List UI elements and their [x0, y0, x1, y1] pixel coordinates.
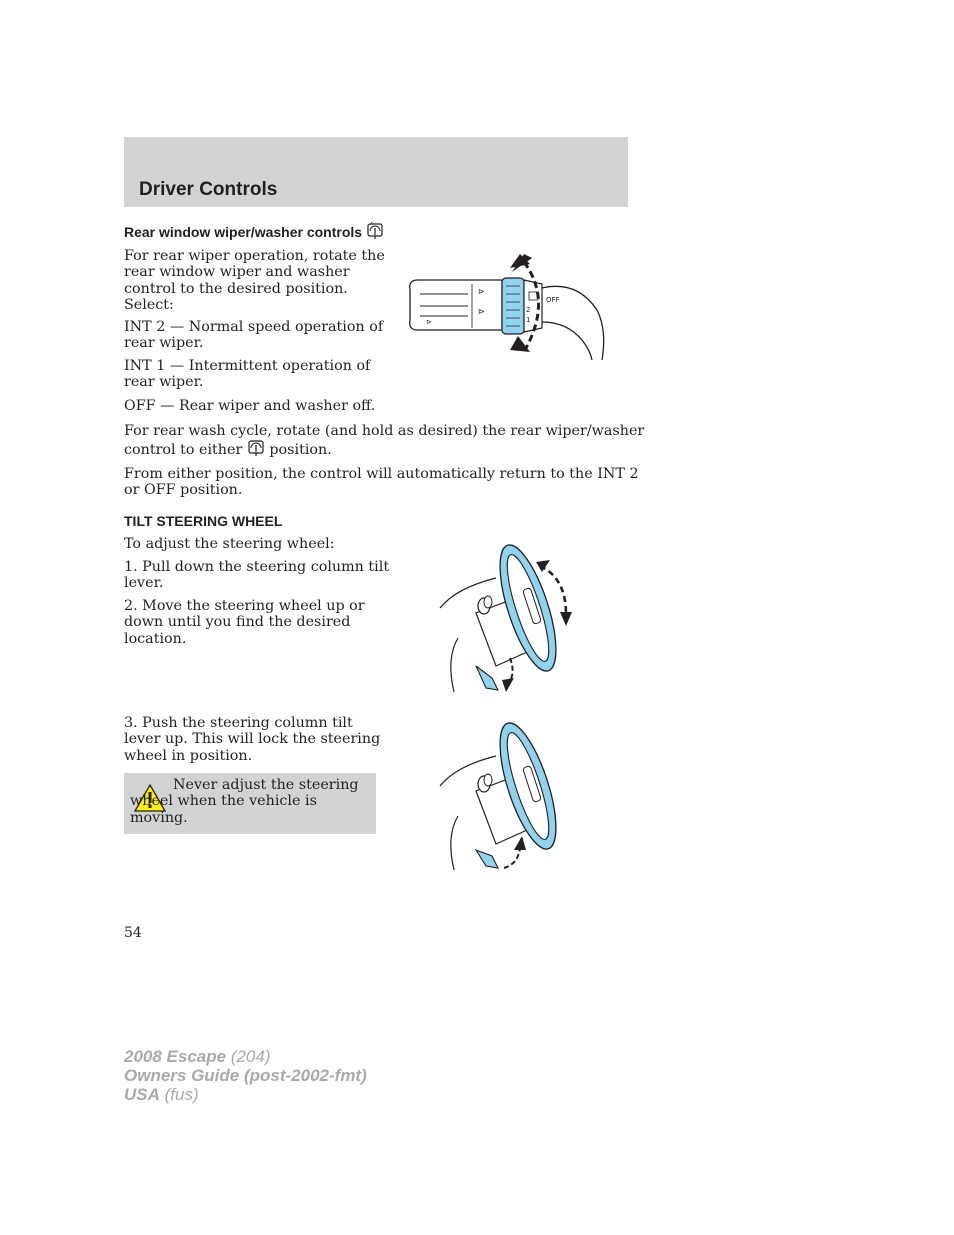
text-line: rear wiper. — [124, 374, 204, 391]
svg-text:⊳: ⊳ — [426, 318, 432, 326]
steering-wheel-adjust-figure — [436, 538, 586, 694]
text-line: Select: — [124, 297, 174, 314]
text-line: lever. — [124, 575, 164, 592]
auto-return-paragraph — [124, 466, 639, 499]
footer-market: USA — [124, 1085, 160, 1104]
svg-text:⊳: ⊳ — [478, 307, 485, 316]
text-line: 2. Move the steering wheel up or — [124, 598, 365, 614]
svg-text:1: 1 — [526, 316, 531, 324]
svg-text:2: 2 — [526, 306, 531, 314]
document-footer — [124, 1047, 367, 1104]
section-title: Driver Controls — [139, 179, 278, 200]
page-number: 54 — [124, 925, 142, 941]
footer-model: 2008 Escape — [124, 1047, 227, 1066]
text-line: rear wiper. — [124, 335, 204, 352]
text-line: control to either — [124, 442, 243, 459]
footer-line-1 — [124, 1047, 367, 1066]
footer-market-code: (fus) — [159, 1085, 199, 1104]
footer-guide: Owners Guide (post-2002-fmt) — [124, 1066, 367, 1085]
text-line: down until you find the desired — [124, 614, 351, 631]
tilt-step-2 — [124, 598, 365, 647]
rear-wiper-intro — [124, 248, 385, 314]
rear-wiper-heading-text: Rear window wiper/washer controls — [124, 224, 363, 240]
rear-wiper-washer-icon — [247, 439, 265, 457]
text-line: 1. Pull down the steering column tilt — [124, 559, 390, 575]
section-header-band — [124, 137, 628, 207]
text-line: lever up. This will lock the steering — [124, 731, 381, 748]
svg-text:⊳: ⊳ — [478, 287, 485, 296]
rear-wiper-washer-icon — [366, 222, 384, 240]
tilt-step-3 — [124, 715, 380, 764]
text-line: INT 1 — Intermittent operation of — [124, 358, 371, 374]
footer-model-code: (204) — [226, 1047, 271, 1066]
text-line: From either position, the control will automatically return to the INT 2 — [124, 466, 639, 482]
int2-description — [124, 319, 383, 352]
int1-description — [124, 358, 370, 391]
warning-text: Never adjust the steering wheel when the vehicle is moving. — [130, 777, 359, 826]
rear-wiper-heading — [124, 222, 384, 240]
svg-text:OFF: OFF — [546, 296, 560, 304]
off-description — [124, 398, 375, 414]
tilt-intro — [124, 536, 335, 552]
text-line: 3. Push the steering column tilt — [124, 715, 353, 731]
rear-wiper-stalk-figure — [402, 250, 612, 360]
tilt-steering-heading: TILT STEERING WHEEL — [124, 513, 283, 529]
text-line: rear window wiper and washer — [124, 264, 350, 281]
text-line: wheel in position. — [124, 747, 253, 764]
text-line: location. — [124, 630, 187, 647]
text-line: For rear wash cycle, rotate (and hold as desired) the rear wiper/washer — [124, 423, 645, 439]
footer-line-2 — [124, 1066, 367, 1085]
text-line: To adjust the steering wheel: — [124, 536, 335, 552]
warning-callout — [124, 773, 376, 834]
text-line: For rear wiper operation, rotate the — [124, 248, 385, 264]
text-line: INT 2 — Normal speed operation of — [124, 319, 384, 335]
wash-cycle-paragraph — [124, 423, 644, 459]
tilt-step-1 — [124, 559, 389, 592]
text-line: position. — [269, 442, 332, 459]
text-line: control to the desired position. — [124, 280, 348, 297]
text-line: OFF — Rear wiper and washer off. — [124, 398, 376, 414]
text-line: or OFF position. — [124, 482, 243, 499]
footer-line-3 — [124, 1085, 367, 1104]
steering-wheel-lock-figure — [436, 716, 586, 872]
